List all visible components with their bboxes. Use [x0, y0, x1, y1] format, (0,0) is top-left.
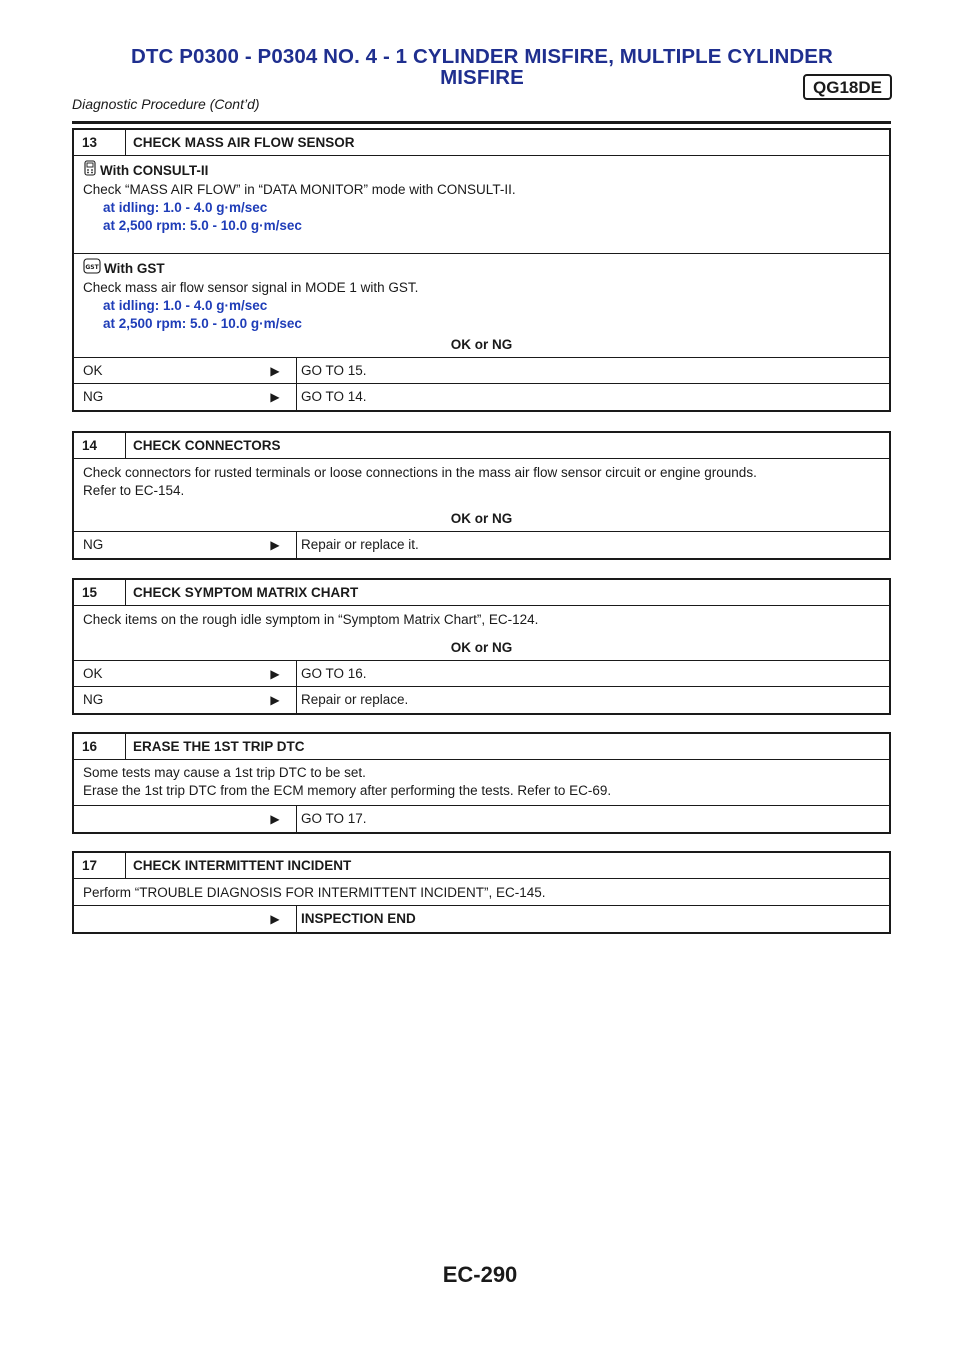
step-body [74, 606, 889, 635]
step-header [74, 734, 889, 760]
gst-instruction: Check mass air flow sensor signal in MODE 1 with GST. [83, 280, 419, 295]
result-action: GO TO 14. [301, 389, 367, 404]
step-13 [72, 128, 891, 412]
page-title [112, 46, 852, 88]
page-header [72, 44, 892, 120]
instruction-line: Erase the 1st trip DTC from the ECM memory after performing the tests. Refer to EC-69. [83, 783, 612, 798]
triangle-right-icon: ▶ [254, 687, 297, 713]
title-line-1: DTC P0300 - P0304 NO. 4 - 1 CYLINDER MISFIRE, MULTIPLE CYLINDER [131, 45, 833, 68]
result-row-ng [74, 532, 889, 558]
ok-or-ng-label: OK or NG [74, 332, 889, 358]
triangle-right-icon: ▶ [254, 806, 297, 832]
step-number: 16 [74, 734, 126, 759]
header-rule [72, 121, 891, 124]
result-action: Repair or replace. [301, 692, 409, 707]
result-row-ok [74, 358, 889, 384]
result-action: GO TO 15. [301, 363, 367, 378]
step-number: 17 [74, 853, 126, 878]
instruction-line: Check items on the rough idle symptom in “Symptom Matrix Chart”, EC-124. [83, 612, 539, 627]
result-label [74, 906, 254, 932]
consult-heading: With CONSULT-II [100, 162, 209, 178]
page-number: EC-290 [442, 1262, 518, 1287]
result-label: NG [83, 692, 104, 707]
step-header [74, 853, 889, 879]
step-title: CHECK SYMPTOM MATRIX CHART [133, 585, 359, 600]
ok-or-ng-label: OK or NG [74, 635, 889, 661]
step-title: CHECK CONNECTORS [133, 438, 281, 453]
consult-tester-icon [83, 160, 97, 181]
step-body [74, 760, 889, 806]
step-body [74, 459, 889, 506]
step-number: 15 [74, 580, 126, 605]
step-title: ERASE THE 1ST TRIP DTC [133, 739, 305, 754]
step-16 [72, 732, 891, 834]
triangle-right-icon: ▶ [254, 661, 297, 686]
result-action: INSPECTION END [301, 911, 416, 926]
result-row [74, 906, 889, 932]
step-header [74, 130, 889, 156]
step-header [74, 433, 889, 459]
consult-section [74, 156, 889, 254]
step-17 [72, 851, 891, 934]
step-title: CHECK MASS AIR FLOW SENSOR [133, 135, 355, 150]
step-number: 14 [74, 433, 126, 458]
instruction-line: Some tests may cause a 1st trip DTC to be set. [83, 765, 366, 780]
result-label: NG [83, 389, 104, 404]
engine-code-badge: QG18DE [803, 74, 892, 100]
consult-instruction: Check “MASS AIR FLOW” in “DATA MONITOR” mode with CONSULT-II. [83, 182, 516, 197]
spec-idling: at idling: 1.0 - 4.0 g·m/sec [103, 200, 268, 215]
triangle-right-icon: ▶ [254, 358, 297, 383]
spec-2500rpm: at 2,500 rpm: 5.0 - 10.0 g·m/sec [103, 218, 302, 233]
title-line-2: MISFIRE [440, 66, 524, 89]
triangle-right-icon: ▶ [254, 906, 297, 932]
instruction-line: Check connectors for rusted terminals or loose connections in the mass air flow sensor circuit or engine grounds. [83, 465, 757, 480]
ok-or-ng-label: OK or NG [74, 506, 889, 532]
result-row-ok [74, 661, 889, 687]
step-body [74, 879, 889, 906]
step-title: CHECK INTERMITTENT INCIDENT [133, 858, 352, 873]
result-label: NG [83, 537, 104, 552]
gst-section [74, 254, 889, 332]
result-label: OK [83, 666, 103, 681]
result-row-ng [74, 384, 889, 410]
result-action: Repair or replace it. [301, 537, 419, 552]
result-action: GO TO 16. [301, 666, 367, 681]
step-number: 13 [74, 130, 126, 155]
triangle-right-icon: ▶ [254, 384, 297, 410]
svg-text:GST: GST [85, 264, 99, 271]
instruction-line: Perform “TROUBLE DIAGNOSIS FOR INTERMITTENT INCIDENT”, EC-145. [83, 885, 546, 900]
triangle-right-icon: ▶ [254, 532, 297, 558]
reference-line: Refer to EC-154. [83, 483, 185, 498]
gst-scan-tool-icon [83, 258, 101, 279]
result-row [74, 806, 889, 832]
result-action: GO TO 17. [301, 811, 367, 826]
step-header [74, 580, 889, 606]
step-14 [72, 431, 891, 560]
result-row-ng [74, 687, 889, 713]
result-label: OK [83, 363, 103, 378]
gst-heading: With GST [104, 260, 165, 276]
result-label [74, 806, 254, 832]
spec-2500rpm: at 2,500 rpm: 5.0 - 10.0 g·m/sec [103, 316, 302, 331]
page-subtitle: Diagnostic Procedure (Cont’d) [72, 96, 260, 112]
spec-idling: at idling: 1.0 - 4.0 g·m/sec [103, 298, 268, 313]
step-15 [72, 578, 891, 715]
